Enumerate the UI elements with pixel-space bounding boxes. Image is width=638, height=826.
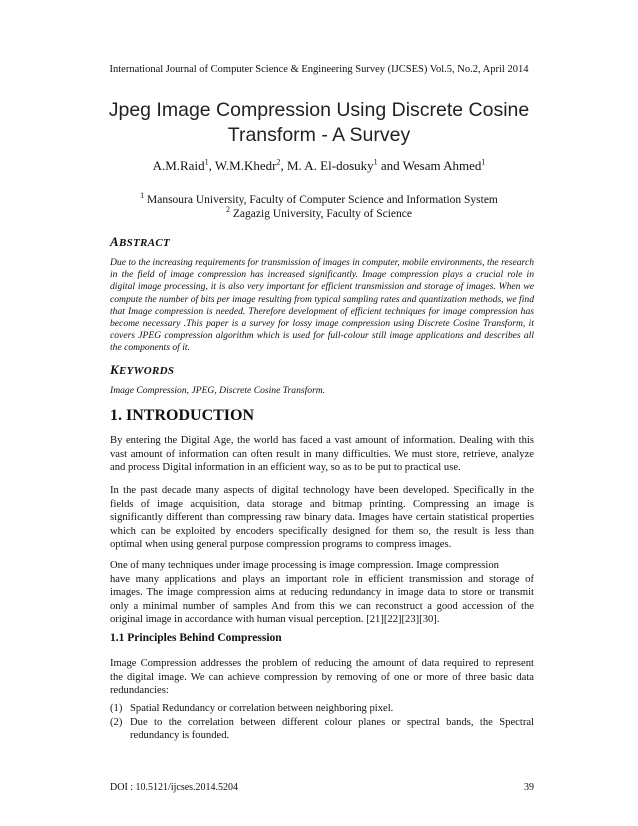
text-line: significantly different than compressing raw binary data. Images have certain statistical properties: [110, 512, 534, 523]
author-affil-mark: 1: [204, 157, 209, 167]
text-line: only a minimal number of samples And from this we can reconstruct a good accession of the: [110, 600, 534, 612]
list-text: Spatial Redundancy or correlation between neighboring pixel.: [130, 703, 394, 714]
section-heading-principles: 1.1 Principles Behind Compression: [110, 632, 282, 644]
list-number: (1): [110, 703, 123, 714]
author-name: Wesam Ahmed: [402, 158, 482, 173]
affiliation-1: $^1$ Mansoura University, Faculty of Computer Science and Information System: [140, 191, 498, 206]
list-item: [110, 702, 534, 716]
author-sep: ,: [208, 158, 215, 173]
text-line: vast amount of information can often result in many difficulties. We must store, retrieve, analyze: [110, 448, 534, 460]
abstract-heading: ABSTRACT: [110, 234, 170, 249]
intro-paragraph-2: [110, 484, 534, 552]
keywords-text: Image Compression, JPEG, Discrete Cosine Transform.: [110, 385, 326, 396]
keywords-heading: KEYWORDS: [110, 362, 175, 377]
author-sep: ,: [280, 158, 287, 173]
text-line: Image Compression addresses the problem of reducing the amount of data required to represent: [110, 658, 534, 669]
title-line-2: Transform - A Survey: [227, 124, 411, 146]
page-number: 39: [524, 782, 534, 793]
author-affil-mark: 1: [481, 157, 486, 167]
list-text: Due to the correlation between different colour planes or spectral bands, the Spectral redundancy is founded.: [130, 716, 534, 741]
text-line: One of many techniques under image processing is image compression. Image compression: [110, 560, 499, 571]
author-affil-mark: 1: [373, 157, 378, 167]
text-line: In the past decade many aspects of digital technology have been developed. Specifically in the: [110, 485, 534, 496]
text-line: images. The image compression aims at reducing redundancy in image data to store or transmit: [110, 587, 534, 598]
text-line: By entering the Digital Age, the world has faced a vast amount of information. Dealing with this: [110, 435, 534, 446]
intro-paragraph-1: [110, 434, 534, 475]
journal-header: International Journal of Computer Science & Engineering Survey (IJCSES) Vol.5, No.2, April 2014: [109, 64, 529, 75]
affiliations: [0, 193, 638, 221]
text-line: optimal when using general purpose compression programs to compress images.: [110, 539, 452, 550]
text-line: the digital image. We can achieve compression by removing of one or more of three basic data: [110, 671, 534, 683]
text-line: original image in accordance with human visual perception. [21][22][23][30].: [110, 614, 440, 625]
author-list: [0, 158, 638, 174]
abstract-text: Due to the increasing requirements for transmission of images in computer, mobile environments, the research in the field of image compression has increased significantly. Image compression plays a crucial role in digital image processing, it is also very important for efficient transmission and storage of images. When we compute the number of bits per image resulting from typical sampling rates and quantization methods, we find that Image compression is needed. Therefore development of efficient techniques for image compression has become necessary .This paper is a survey for lossy image compression using Discrete Cosine Transform, it covers JPEG compression algorithm which is used for full-colour still image applications and describes all the components of it.: [110, 257, 534, 354]
footer-doi: DOI : 10.5121/ijcses.2014.5204: [110, 782, 239, 793]
list-item: [110, 716, 534, 743]
author-name: A.M.Raid: [152, 158, 205, 173]
text-line: fields of image acquisition, data storage and bitmap printing. Compressing an image is: [110, 498, 534, 510]
paper-title: [60, 98, 578, 148]
text-line: redundancies:: [110, 685, 169, 696]
author-name: M. A. El-dosuky: [286, 158, 374, 173]
title-line-1: Jpeg Image Compression Using Discrete Cosine: [108, 99, 530, 121]
redundancy-list: [110, 702, 534, 743]
list-number: (2): [110, 716, 123, 728]
text-line: and process Digital information in an efficient way, so as to be put to practical use.: [110, 462, 461, 473]
text-line: have many applications and plays an important role in efficient transmission and storage of: [110, 573, 534, 585]
author-affil-mark: 2: [276, 157, 281, 167]
author-name: W.M.Khedr: [214, 158, 277, 173]
section-heading-introduction: 1. INTRODUCTION: [110, 407, 255, 424]
principles-paragraph: [110, 657, 534, 698]
affiliation-2: $^2$ Zagazig University, Faculty of Science: [226, 205, 412, 220]
intro-paragraph-3: [110, 559, 534, 627]
author-sep: and: [377, 158, 403, 173]
text-line: which can be exploited by encoders specifically designed for them so, the result is less than: [110, 525, 534, 537]
